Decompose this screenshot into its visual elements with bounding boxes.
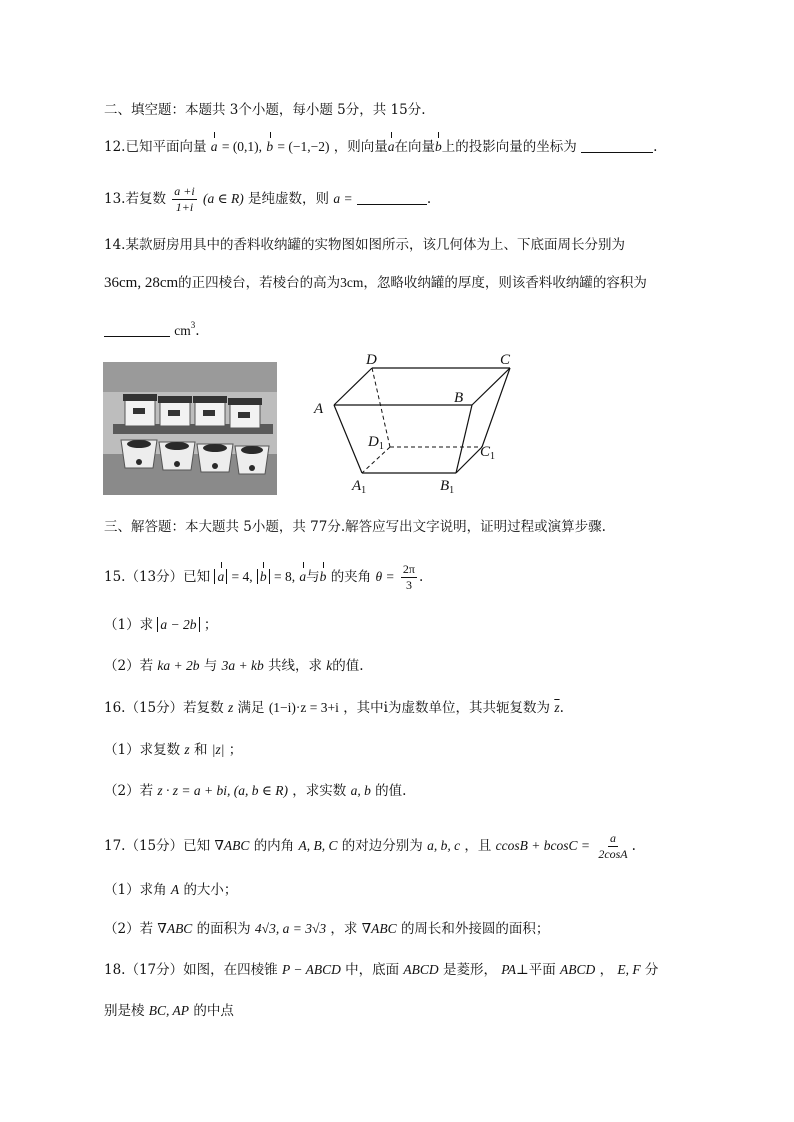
q15-norm-b: b	[257, 569, 270, 584]
q15-p2-rest: 共线，求	[268, 658, 322, 674]
q15-b-norm: = 8,	[273, 569, 296, 584]
question-17	[104, 831, 636, 862]
q18-t4: ，	[599, 962, 614, 978]
q15-fraction	[401, 562, 417, 593]
question-18-line2	[104, 1001, 234, 1021]
q15-p1-expr: a − 2b	[157, 617, 199, 632]
edge-CC1	[482, 368, 510, 447]
q15-p2-e2: 3a + kb	[221, 658, 264, 673]
vector-a: a	[211, 137, 218, 157]
q16-p1-z: z	[184, 742, 190, 757]
answer-blank-14[interactable]	[104, 322, 170, 337]
q15-p2-end: 的值.	[332, 658, 364, 674]
question-18-line1	[104, 960, 658, 980]
q16-rest: ，其中i为虚数单位，其共轭复数为	[343, 700, 551, 716]
label-A: A	[314, 401, 324, 417]
q15-angle: 的夹角	[330, 569, 372, 585]
q17-p1-end: 的大小；	[183, 882, 238, 898]
q13-end: .	[426, 191, 432, 207]
q15-theta: θ =	[375, 569, 395, 584]
q17-p2-t2: ，求	[330, 921, 358, 937]
frustum-diagram	[306, 346, 528, 500]
q17-p2-t3: 的周长和外接圆的面积；	[400, 921, 550, 937]
q18-line2-b: 的中点	[193, 1003, 234, 1019]
q16-p2-eq: z · z = a + bi, (a, b ∈ R)	[157, 783, 288, 798]
q15-vec-a: a	[299, 567, 306, 587]
edge-BB1	[456, 405, 472, 473]
edge-D1A1	[362, 447, 390, 473]
q16-p1-end: ；	[228, 742, 243, 758]
question-12: 12.已知平面向量 a = (0,1), b = (−1,−2) ，则向量a在向量b上的投影向量的坐标为 .	[104, 139, 658, 155]
question-13	[104, 184, 431, 215]
label-C1: $C_1$	[480, 444, 496, 462]
q17-angles: A, B, C	[298, 838, 338, 853]
q16-p1-and: 和	[193, 742, 208, 758]
question-16-part1	[104, 740, 242, 760]
q16-mid: 满足	[237, 700, 265, 716]
question-16	[104, 698, 564, 718]
q17-head: 17.（15分）已知	[104, 838, 211, 854]
q15-denominator: 3	[405, 578, 412, 592]
label-A1: $A_1$	[352, 478, 367, 496]
q16-p2-label: （2）若	[104, 783, 154, 799]
vector-b: b	[266, 137, 273, 157]
q17-t1: 的内角	[253, 838, 295, 854]
q13-mid: 是纯虚数，则	[248, 191, 330, 207]
q14-text: 的正四棱台，若棱台的高为	[178, 275, 341, 291]
q14-perimeters: 36cm, 28cm	[104, 275, 179, 291]
q12-b-value: = (−1,−2)	[277, 139, 330, 154]
q15-p1-end: ；	[203, 617, 218, 633]
question-17-part2	[104, 919, 549, 939]
q17-p2-label: （2）若	[104, 921, 154, 937]
q14-rest: ，忽略收纳罐的厚度，则该香料收纳罐的容积为	[363, 275, 647, 291]
q18-line2-a: 别是棱	[104, 1003, 145, 1019]
q15-head: 15.（13分）已知	[104, 569, 211, 585]
q15-p2-k: k	[326, 658, 333, 673]
answer-blank-12[interactable]	[581, 138, 653, 153]
q17-end: .	[631, 838, 636, 854]
q15-a-norm: = 4,	[231, 569, 253, 584]
q12-suffix: 上的投影向量的坐标为	[441, 139, 577, 155]
q17-p2-t1: 的面积为	[196, 921, 251, 937]
q12-mid2: 在向量	[394, 139, 436, 155]
q13-var: a =	[333, 191, 353, 206]
q12-a-value: = (0,1),	[221, 139, 263, 154]
section2-title: 二、填空题：本题共 3个小题，每小题 5分，共 15分.	[104, 102, 426, 118]
edge-B1C1	[456, 447, 482, 473]
label-B1: $B_1$	[440, 478, 455, 496]
q13-denominator: 1+i	[175, 200, 194, 214]
q15-p1-label: （1）求	[104, 617, 154, 633]
q18-pyramid: P − ABCD	[281, 962, 341, 977]
q16-p1-label: （1）求复数	[104, 742, 181, 758]
q16-p2-rest: ，求实数	[292, 783, 347, 799]
q17-p2-area: 4√3, a = 3√3	[254, 921, 327, 936]
q15-p2-e1: ka + 2b	[157, 658, 200, 673]
question-14-line2	[104, 273, 647, 293]
section3-title: 三、解答题：本大题共 5小题，共 77分.解答应写出文字说明，证明过程或演算步骤.	[104, 519, 606, 535]
question-15-part2	[104, 656, 364, 676]
q17-denominator: 2cosA	[598, 847, 628, 861]
question-15: 15.（13分）已知 a = 4, b = 8, a与b 的夹角 θ = $\frac{2\pi}{3}$ .	[104, 562, 424, 592]
q13-fraction	[172, 184, 196, 215]
label-D: D	[366, 352, 377, 368]
q16-zbar: $\overline{z}$	[554, 700, 560, 715]
q12-mid1: ，则向量	[333, 139, 388, 155]
q18-abcd2: ABCD	[560, 962, 596, 977]
question-15-part1	[104, 615, 217, 635]
q18-pa: PA⊥	[501, 962, 529, 977]
q13-prefix: 13.若复数	[104, 191, 166, 207]
q15-mid: 与	[306, 569, 320, 585]
q15-vec-b: b	[320, 567, 327, 587]
q17-triangle: ∇ABC	[214, 838, 250, 853]
q15-p2-mid: 与	[203, 658, 218, 674]
q17-numerator: a	[609, 831, 616, 845]
q17-p2-tri: ∇ABC	[157, 921, 193, 936]
q17-fraction	[596, 831, 629, 862]
q18-t2: 是菱形，	[442, 962, 497, 978]
q16-head: 16.（15分）若复数	[104, 700, 224, 716]
q18-bc-ap: BC, AP	[148, 1003, 190, 1018]
q14-height: 3cm	[340, 275, 364, 290]
spice-container-photo	[103, 362, 277, 495]
q16-p2-ab: a, b	[350, 783, 371, 798]
vector-b-2: b	[435, 137, 442, 157]
q17-p2-tri2: ∇ABC	[361, 921, 397, 936]
vector-a-2: a	[388, 137, 395, 157]
label-C: C	[500, 352, 511, 368]
edge-AD	[334, 368, 372, 405]
q15-numerator: 2π	[402, 562, 415, 576]
q14-unit-exp: 3	[190, 320, 196, 330]
label-D1: $D_1$	[368, 434, 384, 452]
q17-p1-A: A	[170, 882, 180, 897]
q16-z: z	[227, 700, 234, 715]
q16-end: .	[559, 700, 564, 716]
q16-equation: (1−i)·z = 3+i	[268, 700, 339, 715]
q18-t5: 分	[644, 962, 659, 978]
q15-p2-label: （2）若	[104, 658, 154, 674]
q18-ef: E, F	[617, 962, 641, 977]
q17-t2: 的对边分别为	[341, 838, 423, 854]
q17-p1: （1）求角	[104, 882, 167, 898]
q13-condition: (a ∈ R)	[203, 191, 244, 206]
question-14-line1: 14.某款厨房用具中的香料收纳罐的实物图如图所示，该几何体为上、下底面周长分别为	[104, 237, 625, 253]
question-14-line3: $cm^3$.	[104, 315, 200, 341]
label-B: B	[454, 390, 464, 406]
edge-AA1	[334, 405, 362, 473]
q18-head: 18.（17分）如图，在四棱锥	[104, 962, 278, 978]
question-16-part2	[104, 781, 406, 801]
question-17-part1	[104, 880, 237, 900]
q15-norm-a: a	[214, 569, 227, 584]
q16-p1-abs: |z|	[211, 742, 225, 757]
q17-equation: ccosB + bcosC =	[495, 838, 591, 853]
q18-t1: 中，底面	[345, 962, 400, 978]
q16-p2-end: 的值.	[375, 783, 407, 799]
answer-blank-13[interactable]	[357, 190, 427, 205]
q12-prefix: 12.已知平面向量	[104, 139, 207, 155]
q18-t3: 平面	[528, 962, 556, 978]
q17-sides: a, b, c	[427, 838, 461, 853]
q17-t3: ，且	[464, 838, 492, 854]
edge-BC	[472, 368, 510, 405]
q14-unit: cm	[174, 323, 191, 338]
q13-numerator: a +i	[174, 184, 195, 198]
q18-abcd: ABCD	[403, 962, 439, 977]
